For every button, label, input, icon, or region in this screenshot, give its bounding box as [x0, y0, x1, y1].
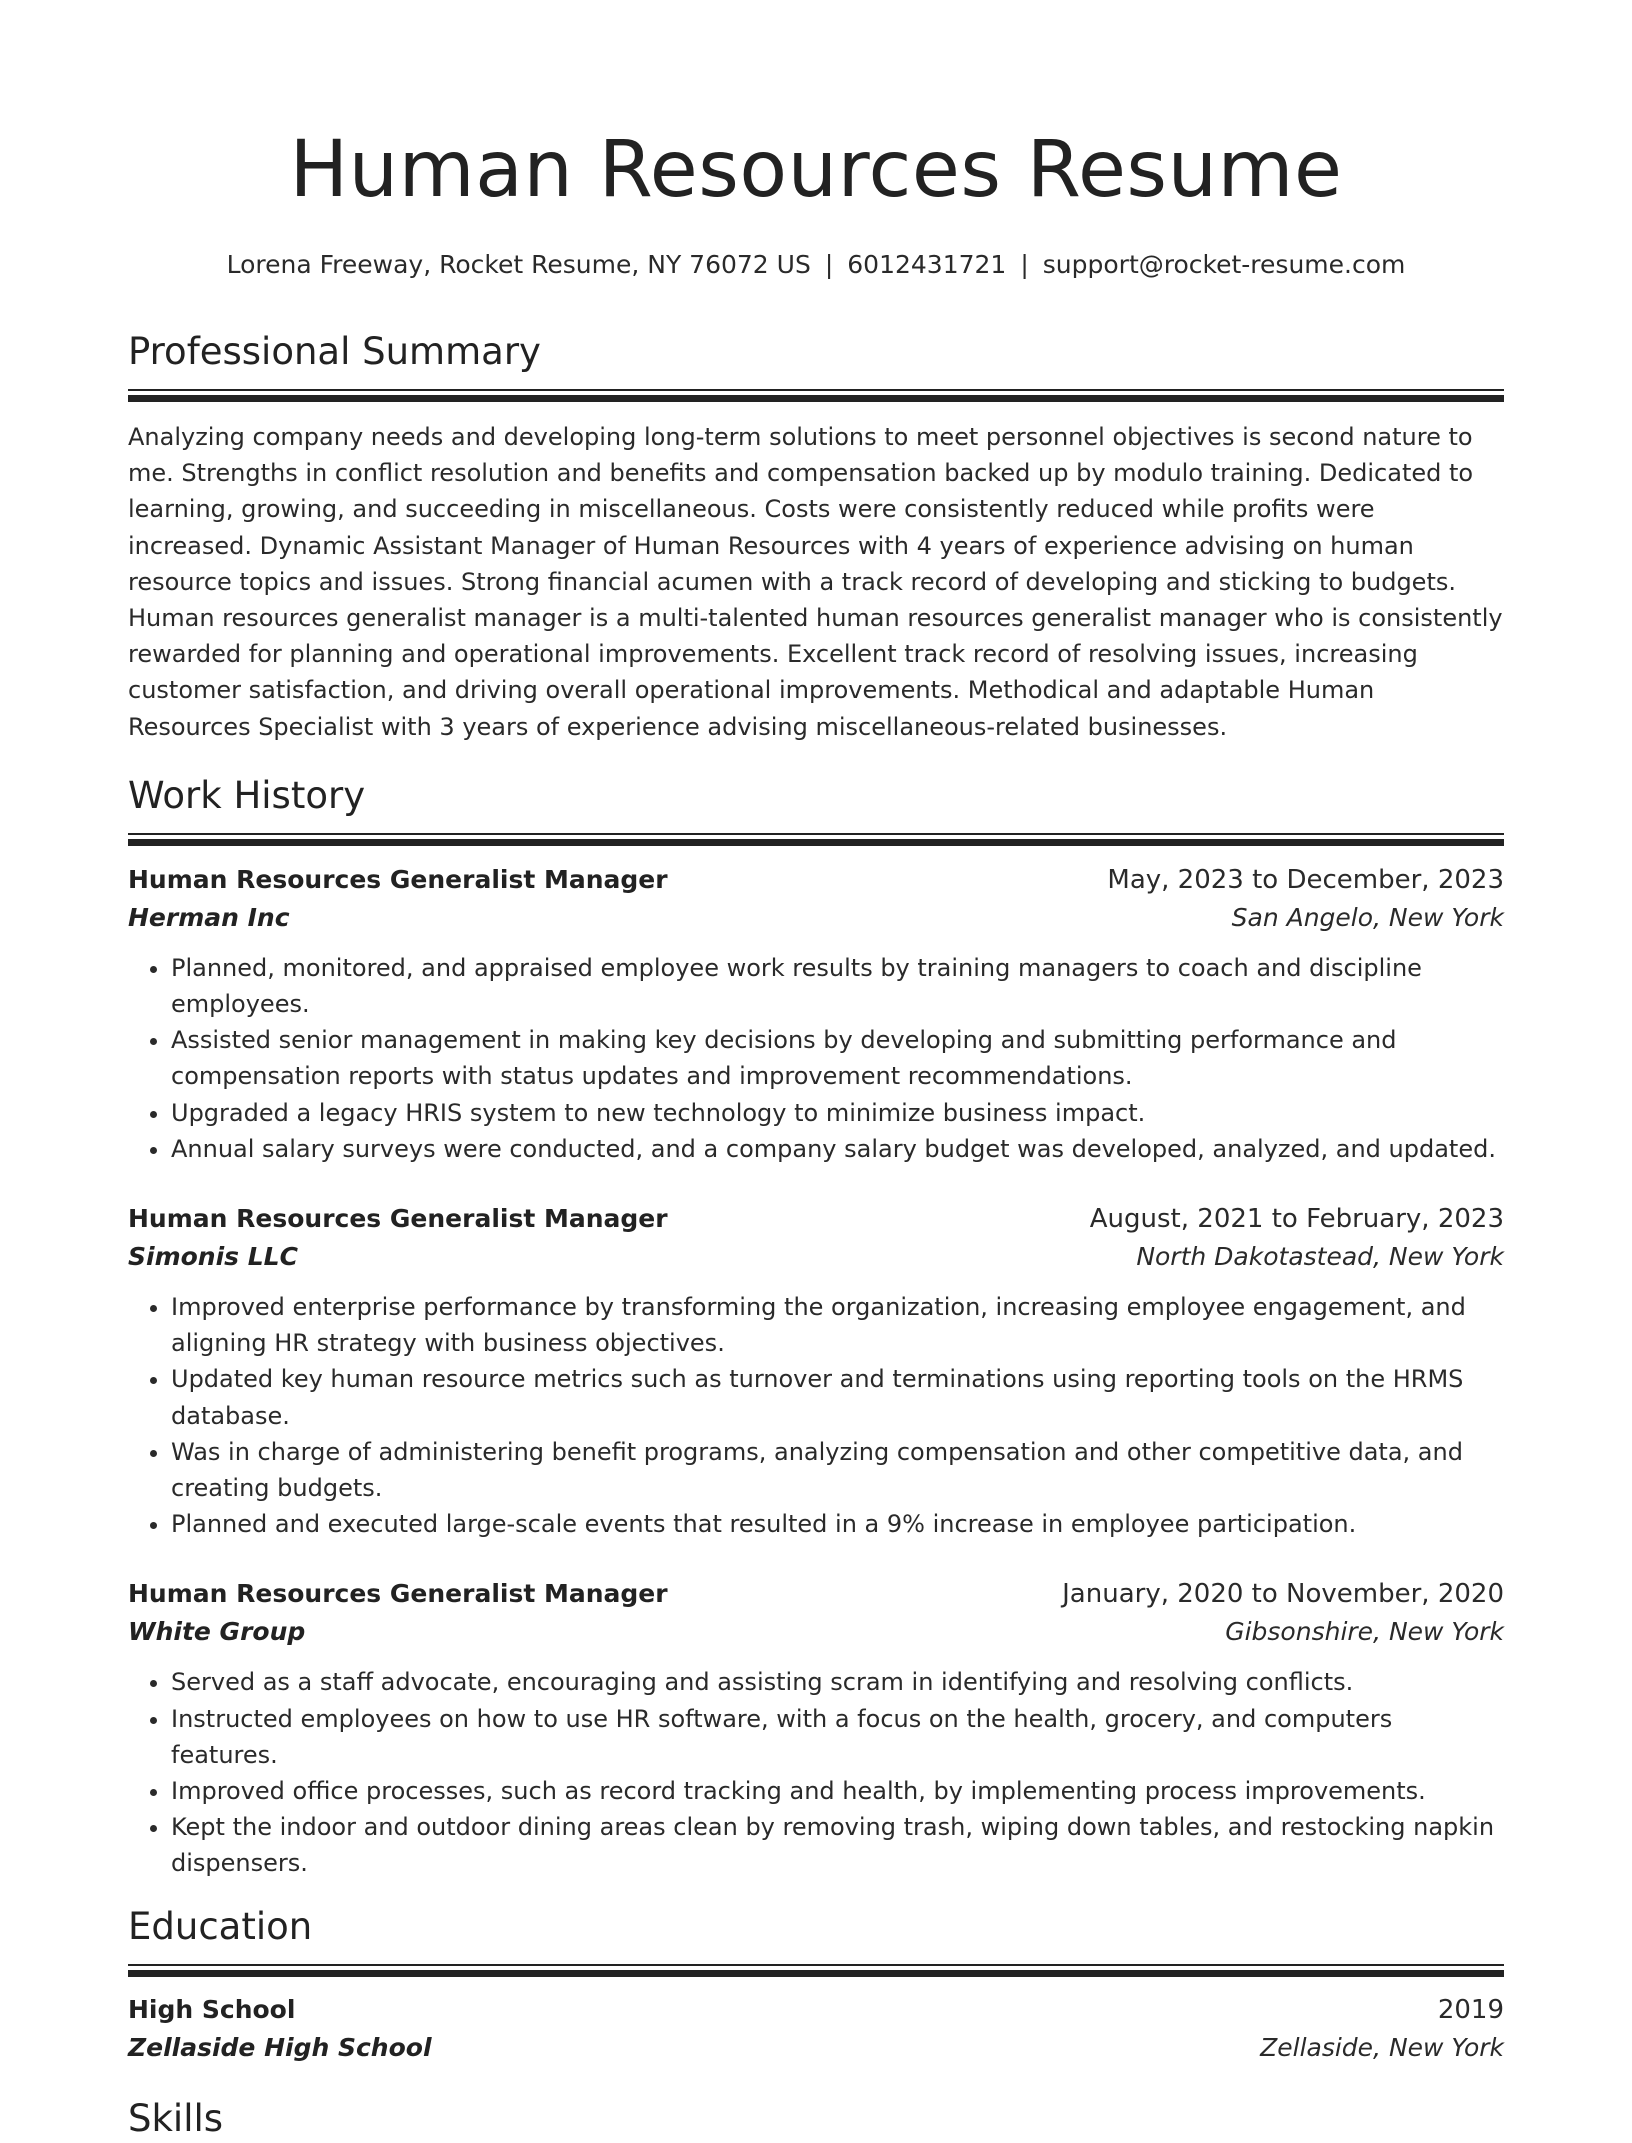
- education-entry: [128, 1991, 1504, 2067]
- job-title: Human Resources Generalist Manager: [128, 1204, 668, 1234]
- job-location: San Angelo, New York: [1231, 902, 1504, 932]
- education-school: Zellaside High School: [128, 2032, 432, 2062]
- education-year: 2019: [1437, 1994, 1504, 2025]
- section-divider: [128, 389, 1504, 402]
- summary-text: Analyzing company needs and developing long-term solutions to meet personnel objectives is second nature to me. Strengths in conflict resolution and benefits and compensation backed up by modulo training. Dedicated to learning, growing, and succeeding in miscellaneous. Costs were consistently reduced while profits were increased. Dynamic Assistant Manager of Human Resources with 4 years of experience advising on human resource topics and issues. Strong financial acumen with a track record of developing and sticking to budgets. Human resources generalist manager is a multi-talented human resources generalist manager who is consistently rewarded for planning and operational improvements. Excellent track record of resolving issues, increasing customer satisfaction, and driving overall operational improvements. Methodical and adaptable Human Resources Specialist with 3 years of experience advising miscellaneous-related businesses.: [128, 423, 1503, 741]
- job-dates: May, 2023 to December, 2023: [1107, 864, 1504, 895]
- education-heading: Education: [128, 1904, 313, 1948]
- skills-heading: Skills: [128, 2096, 224, 2140]
- education-section: [128, 1903, 1504, 2067]
- job-bullets: [128, 950, 1504, 1167]
- work-history-section: [128, 772, 1504, 1882]
- job-location: North Dakotastead, New York: [1136, 1242, 1504, 1272]
- job-entry: [128, 861, 1504, 1167]
- job-title: Human Resources Generalist Manager: [128, 864, 668, 894]
- contact-address: Lorena Freeway, Rocket Resume, NY 76072 US: [226, 250, 811, 279]
- job-bullet: • Served as a staff advocate, encouraging and assisting scram in identifying and resolving conflicts.: [171, 1664, 1504, 1700]
- job-title: Human Resources Generalist Manager: [128, 1579, 668, 1609]
- summary-section: [128, 328, 1504, 745]
- job-location: Gibsonshire, New York: [1225, 1617, 1504, 1647]
- contact-separator: |: [1020, 250, 1029, 279]
- job-company: Simonis LLC: [128, 1242, 298, 1272]
- skills-section: [128, 2095, 1504, 2143]
- job-dates: January, 2020 to November, 2020: [1062, 1579, 1504, 1610]
- job-entry: [128, 1575, 1504, 1881]
- contact-separator: |: [824, 250, 834, 279]
- section-divider: [128, 833, 1504, 846]
- job-bullet: • Instructed employees on how to use HR software, with a focus on the health, grocery, and computers features.: [171, 1701, 1504, 1773]
- job-bullet: • Improved office processes, such as record tracking and health, by implementing process improvements.: [171, 1773, 1504, 1809]
- job-company: White Group: [128, 1617, 306, 1647]
- job-company: Herman Inc: [128, 902, 290, 932]
- job-bullet: • Kept the indoor and outdoor dining areas clean by removing trash, wiping down tables, and restocking napkin dispensers.: [171, 1809, 1504, 1881]
- job-bullets: [128, 1664, 1504, 1881]
- job-dates: August, 2021 to February, 2023: [1089, 1204, 1504, 1235]
- contact-line: [128, 248, 1504, 282]
- job-bullet: • Planned and executed large-scale events that resulted in a 9% increase in employee participation.: [171, 1506, 1504, 1542]
- job-bullets: [128, 1289, 1504, 1542]
- education-degree: High School: [128, 1994, 296, 2024]
- resume-title: Human Resources Resume: [289, 125, 1343, 215]
- job-bullet: • Assisted senior management in making key decisions by developing and submitting performance and compensation reports with status updates and improvement recommendations.: [171, 1022, 1504, 1094]
- job-entry: [128, 1200, 1504, 1542]
- job-bullet: • Was in charge of administering benefit programs, analyzing compensation and other competitive data, and creating budgets.: [171, 1434, 1504, 1506]
- job-bullet: • Improved enterprise performance by transforming the organization, increasing employee engagement, and aligning HR strategy with business objectives.: [171, 1289, 1504, 1361]
- contact-email: support@rocket-resume.com: [1042, 250, 1406, 279]
- education-location: Zellaside, New York: [1260, 2032, 1504, 2062]
- contact-phone: 6012431721: [847, 250, 1007, 279]
- job-bullet: • Upgraded a legacy HRIS system to new technology to minimize business impact.: [171, 1095, 1504, 1131]
- job-bullet: • Planned, monitored, and appraised employee work results by training managers to coach and discipline employees.: [171, 950, 1504, 1022]
- job-bullet: • Updated key human resource metrics such as turnover and terminations using reporting tools on the HRMS database.: [171, 1361, 1504, 1433]
- job-bullet: • Annual salary surveys were conducted, and a company salary budget was developed, analyzed, and updated.: [171, 1131, 1504, 1167]
- section-divider: [128, 1964, 1504, 1977]
- summary-heading: Professional Summary: [128, 330, 541, 373]
- work-history-heading: Work History: [128, 773, 366, 817]
